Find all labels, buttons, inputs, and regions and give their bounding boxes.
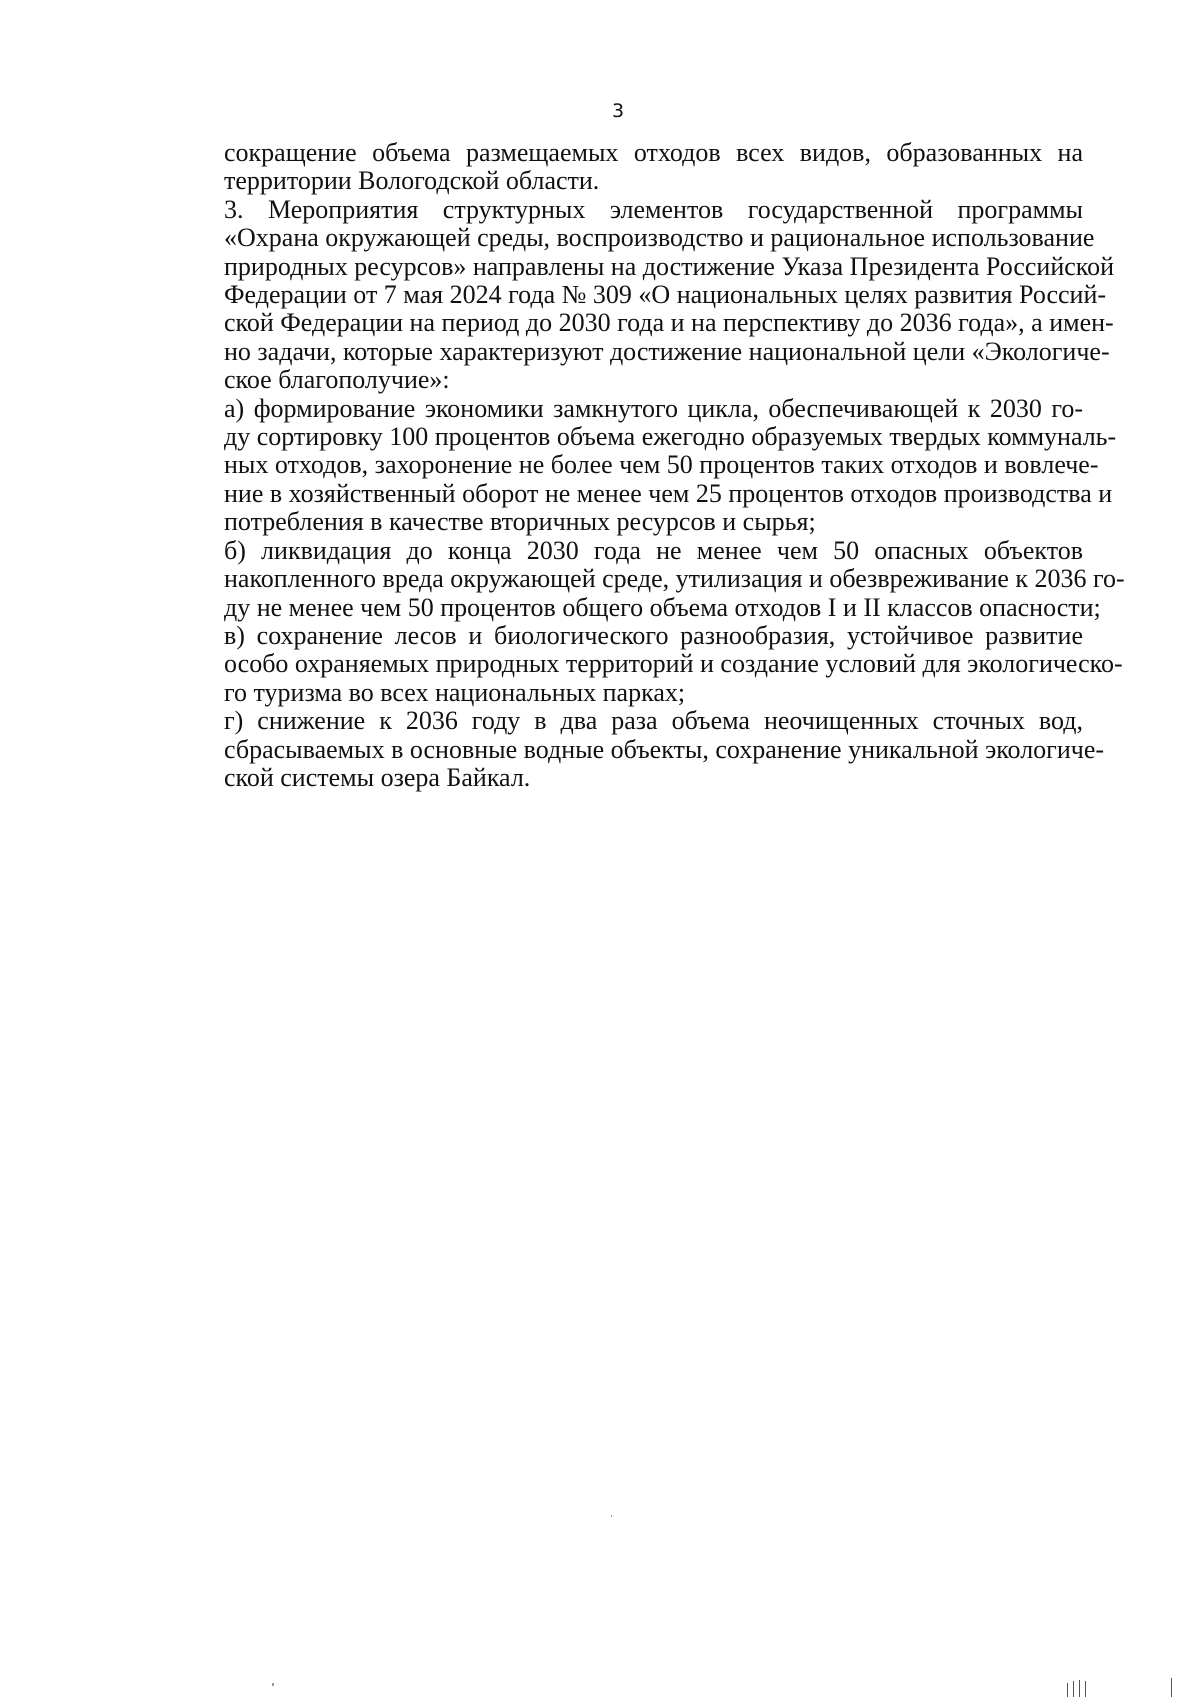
text-line: накопленного вреда окружающей среде, утилизация и обезвреживание к 2036 го- (224, 564, 1125, 594)
text-line: территории Вологодской области. (224, 166, 600, 196)
scan-tick (1079, 1680, 1080, 1697)
paragraph-item-3 (157, 194, 1115, 395)
scan-dot (272, 1683, 274, 1686)
text-line: ское благополучие»: (224, 365, 450, 395)
scan-dot (611, 1515, 612, 1517)
text-line: ду не менее чем 50 процентов общего объема отходов I и II классов опасности; (224, 592, 1101, 622)
paragraph-continuation (157, 139, 1083, 196)
text-line: сокращение объема размещаемых отходов всех видов, образованных на (224, 138, 1083, 167)
scan-tick (1171, 1678, 1172, 1697)
text-line: особо охраняемых природных территорий и создание условий для экологическо- (224, 649, 1123, 679)
text-line: Федерации от 7 мая 2024 года № 309 «О национальных целях развития Россий- (224, 280, 1107, 310)
text-line: но задачи, которые характеризуют достижение национальной цели «Экологиче- (224, 336, 1110, 366)
text-line: б) ликвидация до конца 2030 года не менее чем 50 опасных объектов (224, 535, 1083, 565)
page-number: 3 (611, 100, 625, 122)
text-line: потребления в качестве вторичных ресурсов и сырья; (224, 507, 816, 537)
text-line: ных отходов, захоронение не более чем 50 процентов таких отходов и вовлече- (224, 450, 1099, 480)
scan-tick (1067, 1683, 1068, 1697)
paragraph-subitem-b (157, 535, 1125, 622)
paragraph-subitem-a (157, 393, 1117, 537)
text-line: «Охрана окружающей среды, воспроизводство и рациональное использование (224, 223, 1095, 253)
text-line: ской Федерации на период до 2030 года и на перспективу до 2036 года», а имен- (224, 308, 1114, 338)
text-line: сбрасываемых в основные водные объекты, сохранение уникальной экологиче- (224, 734, 1105, 764)
text-line: ской системы озера Байкал. (224, 762, 531, 792)
scan-tick (1085, 1681, 1086, 1697)
text-line: в) сохранение лесов и биологического разнообразия, устойчивое развитие (224, 620, 1083, 650)
scan-tick (1073, 1681, 1074, 1697)
text-line: ние в хозяйственный оборот не менее чем 25 процентов отходов производства и (224, 478, 1113, 508)
text-line: ду сортировку 100 процентов объема ежегодно образуемых твердых коммуналь- (224, 422, 1117, 452)
paragraph-subitem-g (157, 706, 1105, 792)
paragraph-subitem-v (157, 620, 1123, 707)
text-line: го туризма во всех национальных парках; (224, 677, 686, 707)
text-line: природных ресурсов» направлены на достижение Указа Президента Российской (224, 251, 1115, 281)
text-line: г) снижение к 2036 году в два раза объема неочищенных сточных вод, (224, 706, 1083, 736)
document-body (157, 138, 1125, 792)
text-line: а) формирование экономики замкнутого цикла, обеспечивающей к 2030 го- (224, 393, 1083, 423)
text-line: 3. Мероприятия структурных элементов государственной программы (224, 194, 1083, 224)
